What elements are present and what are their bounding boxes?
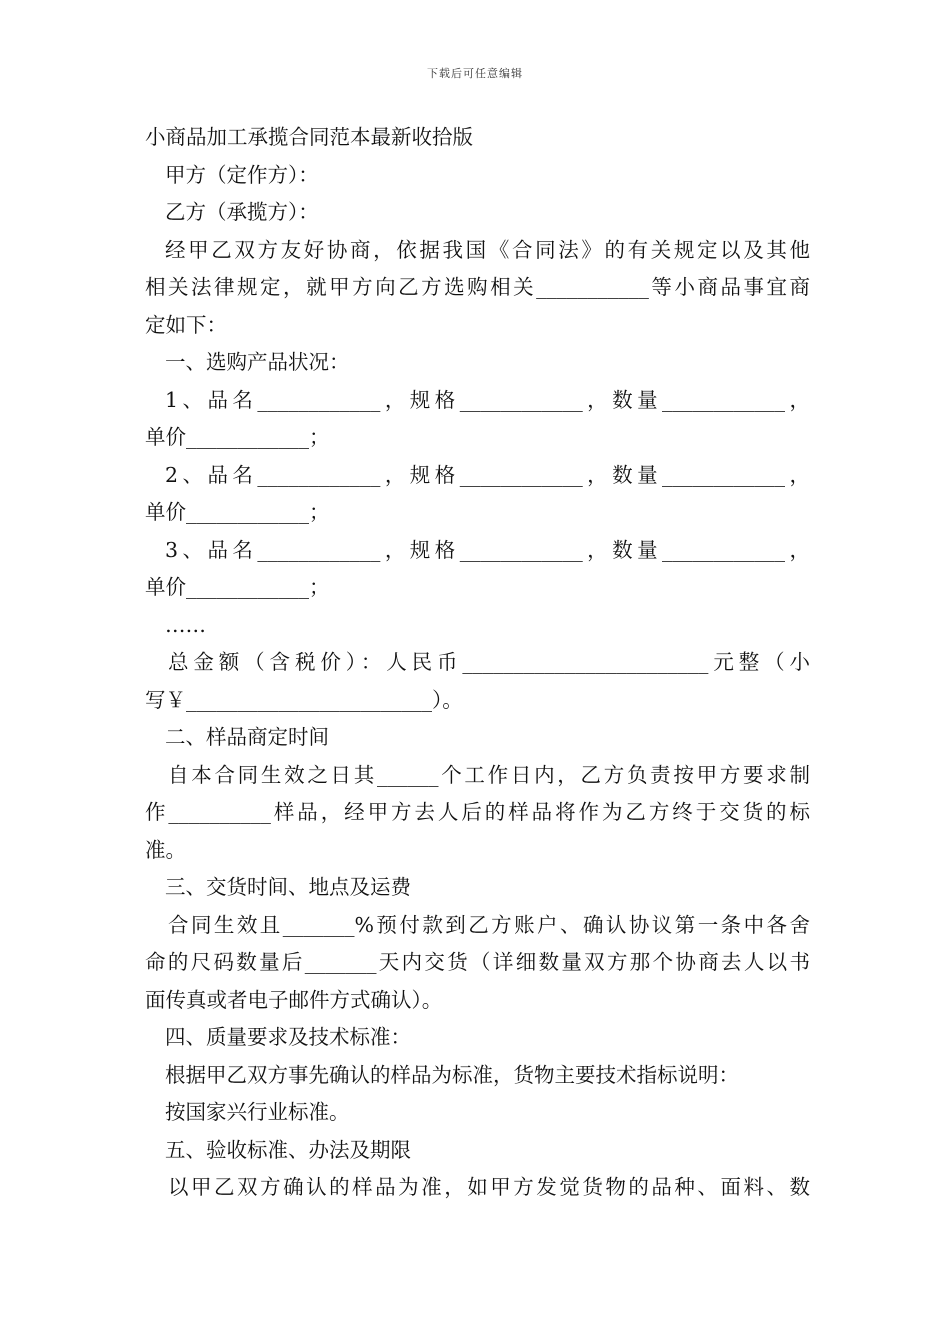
- section-heading: 三、交货时间、地点及运费: [165, 875, 411, 899]
- product-line: 1、品名____________，规格____________，数量____________，: [165, 387, 810, 412]
- contract-title: 小商品加工承揽合同范本最新收拾版: [145, 125, 473, 149]
- section-heading: 二、样品商定时间: [165, 725, 329, 749]
- contract-body: [145, 119, 810, 1207]
- party-b-line: 乙方（承揽方）：: [165, 200, 319, 224]
- body-line: 自本合同生效之日其______个工作日内，乙方负责按甲方要求制: [168, 762, 810, 787]
- preamble-line: 相关法律规定，就甲方向乙方选购相关___________等小商品事宜商: [145, 275, 810, 299]
- product-line: 单价____________；: [145, 575, 330, 599]
- body-line: 命的尺码数量后_______天内交货（详细数量双方那个协商去人以书: [145, 950, 810, 974]
- product-line: 单价____________；: [145, 500, 330, 524]
- page-header: 下载后可任意编辑: [427, 67, 523, 80]
- product-line: 3、品名____________，规格____________，数量____________，: [165, 537, 810, 562]
- product-line: 单价____________；: [145, 425, 330, 449]
- body-line: 根据甲乙双方事先确认的样品为标准，货物主要技术指标说明：: [165, 1062, 739, 1087]
- total-amount-line: 总金额（含税价）：人民币________________________元整（小: [168, 650, 810, 674]
- section-heading: 五、验收标准、办法及期限: [165, 1137, 411, 1162]
- preamble-line: 经甲乙双方友好协商，依据我国《合同法》的有关规定以及其他: [165, 237, 810, 262]
- body-line: 以甲乙双方确认的样品为准，如甲方发觉货物的品种、面料、数: [168, 1175, 810, 1199]
- party-a-line: 甲方（定作方）：: [165, 162, 319, 187]
- product-line: 2、品名____________，规格____________，数量____________，: [165, 462, 810, 487]
- section-heading: 四、质量要求及技术标准：: [165, 1025, 411, 1049]
- ellipsis-line: ……: [165, 612, 206, 637]
- section-heading: 一、选购产品状况：: [165, 350, 350, 374]
- body-line: 作__________样品，经甲方去人后的样品将作为乙方终于交货的标: [145, 800, 810, 824]
- body-line: 按国家兴行业标准。: [165, 1100, 350, 1124]
- total-amount-line: 写￥________________________）。: [145, 687, 463, 712]
- preamble-line: 定如下：: [145, 312, 227, 337]
- body-line: 面传真或者电子邮件方式确认）。: [145, 987, 443, 1012]
- body-line: 准。: [145, 837, 186, 862]
- body-line: 合同生效且_______%预付款到乙方账户、确认协议第一条中各舍: [168, 912, 810, 937]
